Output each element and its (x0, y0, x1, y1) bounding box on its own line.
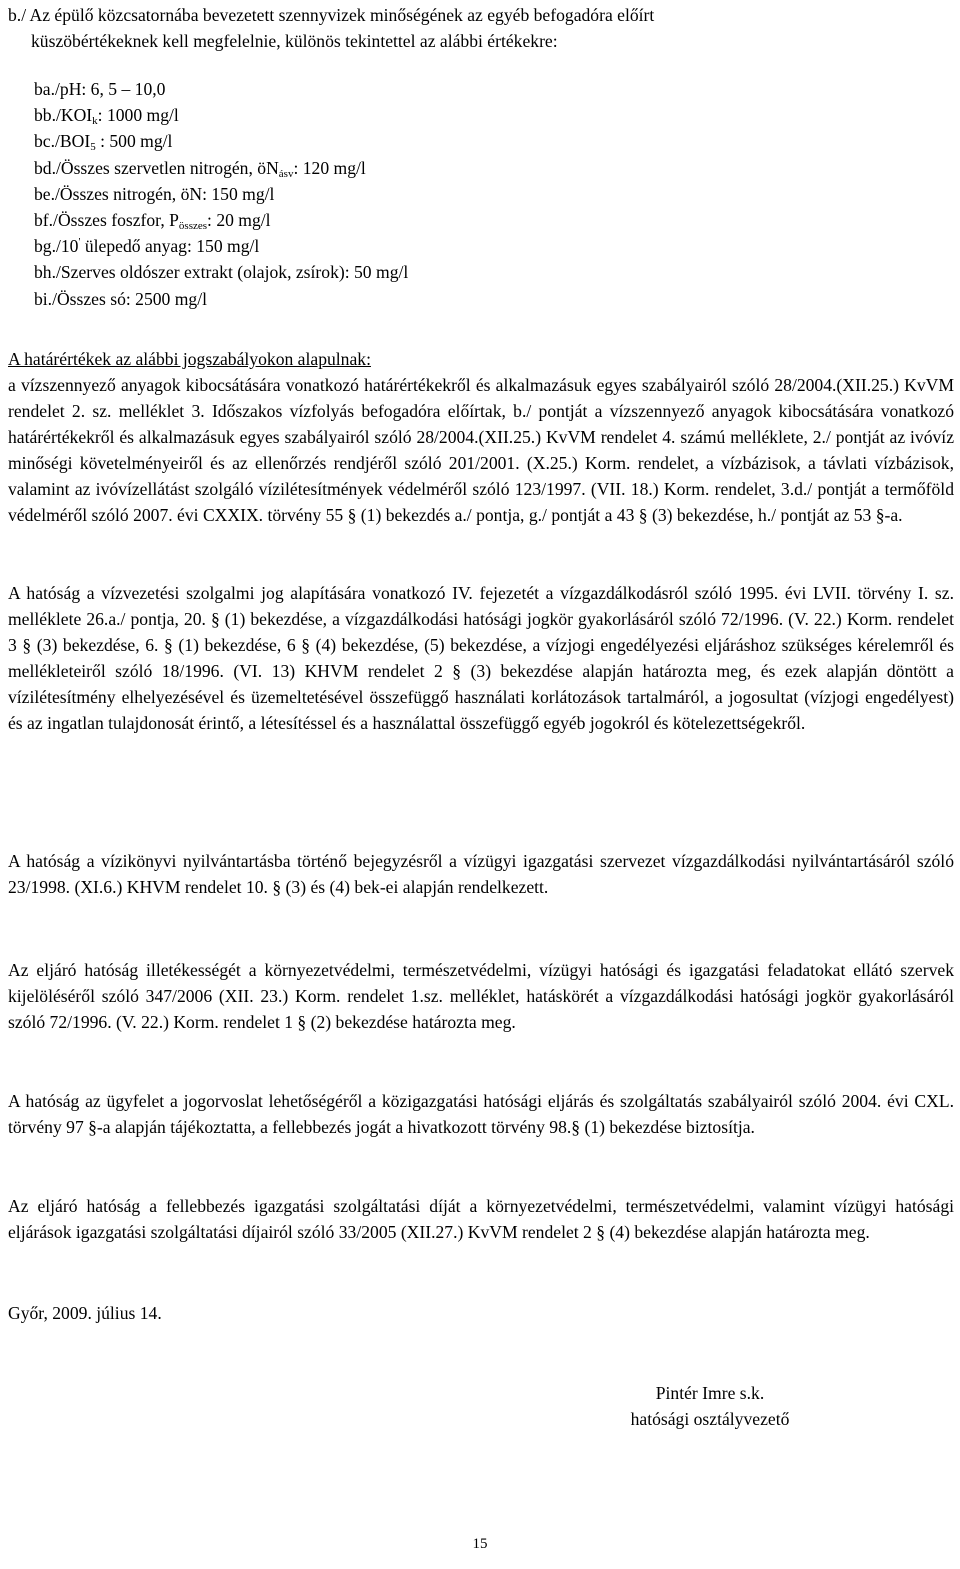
limit-item: bh./Szerves oldószer extrakt (olajok, zsírok): 50 mg/l (34, 262, 409, 283)
paragraph-registry: A hatóság a vízikönyvi nyilvántartásba történő bejegyzésről a vízügyi igazgatási szervezet vízgazdálkodási nyilvántartásáról szóló 23/1998. (XI.6.) KHVM rendelet 10. § (3) és (4) bek-ei alapján rendelkezett. (8, 851, 954, 897)
legal-basis-paragraph (8, 346, 954, 528)
limit-item: bi./Összes só: 2500 mg/l (34, 288, 208, 309)
page-number: 15 (472, 1536, 488, 1552)
limit-values-list (34, 76, 954, 312)
limit-item: ba./pH: 6, 5 – 10,0 (34, 79, 166, 99)
signatory-name: Pintér Imre s.k. (655, 1383, 765, 1403)
limit-item: bg./10' ülepedő anyag: 150 mg/l (34, 236, 260, 257)
paragraph-easement: A hatóság a vízvezetési szolgalmi jog alapítására vonatkozó IV. fejezetét a vízgazdálkodásról szóló 1995. évi LVII. törvény I. sz. melléklete 26.a./ pontja, 20. § (1) bekezdése, a vízgazdálkodási hatósági jogkör gyakorlásáról szóló 72/1996. (V. 22.) Korm. rendelet 3 § (3) bekezdése, 6. § (1) bekezdése, 6 § (4) bekezdése, (5) bekezdése, a vízjogi engedélyezési eljáráshoz szükséges kérelemről és mellékleteiről szóló 18/1996. (VI. 13) KHVM rendelet 2 § (3) bekezdése alapján határozta meg, és ezek alapján döntött a vízilétesítmény elhelyezésével és üzemeltetésével összefüggő használati korlátozások tartalmáról, a jogosultat (vízjogi engedélyest) és az ingatlan tulajdonosát érintő, a létesítéssel és a használattal összefüggő egyéb jogokról és kötelezettségekről. (8, 583, 954, 733)
legal-basis-heading: A határértékek az alábbi jogszabályokon alapulnak: (8, 349, 371, 369)
limit-item: $bb./KOI_k$: 1000 mg/l (34, 105, 179, 128)
limit-item: be./Összes nitrogén, öN: 150 mg/l (34, 183, 275, 204)
paragraph-fee: Az eljáró hatóság a fellebbezés igazgatási szolgáltatási díját a környezetvédelmi, természetvédelmi, valamint vízügyi hatósági eljárások igazgatási szolgáltatási díjairól szóló 33/2005 (XII.27.) KvVM rendelet 2 § (4) bekezdése alapján határozta meg. (8, 1196, 954, 1242)
signatory-title: hatósági osztályvezető (630, 1409, 790, 1429)
signature-block (600, 1380, 820, 1432)
paragraph-appeal: A hatóság az ügyfelet a jogorvoslat lehetőségéről a közigazgatási hatósági eljárás és szolgáltatás szabályairól szóló 2004. évi CXL. törvény 97 §-a alapján tájékoztatta, a fellebbezés jogát a hivatkozott törvény 98.§ (1) bekezdése biztosítja. (8, 1091, 954, 1137)
legal-basis-text: a vízszennyező anyagok kibocsátására vonatkozó határértékekről és alkalmazásuk egyes szabályairól szóló 28/2004.(XII.25.) KvVM rendelet 2. sz. melléklet 3. Időszakos vízfolyás befogadóra előírtak, b./ pontját a vízszennyező anyagok kibocsátására vonatkozó határértékekről és alkalmazásuk egyes szabályairól szóló 28/2004.(XII.25.) KvVM rendelet 4. számú melléklete, 2./ pontját az ivóvíz minőségi követelményeiről és az ellenőrzés rendjéről szóló 201/2001. (X.25.) Korm. rendelet, a vízbázisok, a távlati vízbázisok, valamint az ivóvízellátást szolgáló vízilétesítmények védelméről szóló 123/1997. (VII. 18.) Korm. rendelet, 3.d./ pontját a termőföld védelméről szóló 2007. évi CXXIX. törvény 55 § (1) bekezdés a./ pontja, g./ pontját a 43 § (3) bekezdése, h./ pontját az 53 §-a. (8, 375, 954, 525)
limit-item: bf./Összes foszfor, $P_{összes}$: 20 mg/l (34, 210, 271, 233)
heading-line-1: b./ Az épülő közcsatornába bevezetett szennyvizek minőségének az egyéb befogadóra előírt (8, 5, 655, 25)
limit-item: bd./Összes szervetlen nitrogén, $öN_{ásv}$: 120 mg/l (34, 157, 366, 180)
paragraph-jurisdiction: Az eljáró hatóság illetékességét a környezetvédelmi, természetvédelmi, vízügyi hatósági és igazgatási feladatokat ellátó szervek kijelöléséről szóló 347/2006 (XII. 23.) Korm. rendelet 1.sz. melléklet, hatáskörét a vízgazdálkodási hatósági jogkör gyakorlásáról szóló 72/1996. (V. 22.) Korm. rendelet 1 § (2) bekezdése határozta meg. (8, 960, 954, 1032)
section-heading (8, 2, 954, 54)
place-date: Győr, 2009. július 14. (8, 1303, 162, 1323)
limit-item: $bc./BOI_5$ : 500 mg/l (34, 131, 173, 154)
heading-line-2: küszöbértékeknek kell megfelelnie, különös tekintettel az alábbi értékekre: (31, 31, 558, 51)
